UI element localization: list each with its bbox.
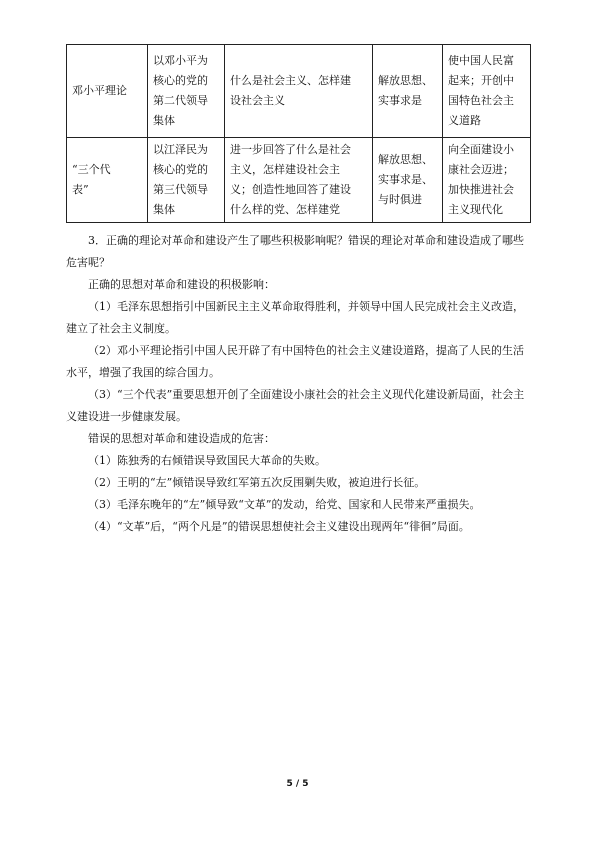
leaders-cell: 以江泽民为 核心的党的 第三代领导 集体 bbox=[148, 138, 225, 223]
list-item: （2）邓小平理论指引中国人民开辟了有中国特色的社会主义建设道路，提高了人民的生活水平，增强了我国的综合国力。 bbox=[66, 344, 524, 379]
list-item: （1）陈独秀的右倾错误导致国民大革命的失败。 bbox=[88, 454, 326, 467]
question-cell: 什么是社会主义、怎样建 设社会主义 bbox=[225, 45, 373, 138]
list-item: （4）“文革”后，“两个凡是”的错误思想使社会主义建设出现两年“徘徊”局面。 bbox=[88, 520, 470, 533]
theory-table bbox=[66, 44, 531, 223]
list-item: （3）毛泽东晚年的“左”倾导致“文革”的发动，给党、国家和人民带来严重损失。 bbox=[88, 498, 481, 511]
contribution-cell: 向全面建设小 康社会迈进； 加快推进社会 主义现代化 bbox=[443, 138, 531, 223]
table-row bbox=[67, 138, 531, 223]
page-number: 5 / 5 bbox=[286, 779, 309, 789]
theory-name-cell: 邓小平理论 bbox=[67, 45, 148, 138]
question-3: 3．正确的理论对革命和建设产生了哪些积极影响呢？错误的理论对革命和建设造成了哪些危害呢？ bbox=[66, 234, 524, 269]
table-row bbox=[67, 45, 531, 138]
list-item: （2）王明的“左”倾错误导致红军第五次反围剿失败，被迫进行长征。 bbox=[88, 476, 426, 489]
wrong-heading: 错误的思想对革命和建设造成的危害： bbox=[88, 432, 275, 445]
list-item: （3）“三个代表”重要思想开创了全面建设小康社会的社会主义现代化建设新局面，社会主义建设进一步健康发展。 bbox=[66, 388, 525, 423]
contribution-cell: 使中国人民富 起来；开创中 国特色社会主 义道路 bbox=[443, 45, 531, 138]
essence-cell: 解放思想、 实事求是、 与时俱进 bbox=[373, 138, 443, 223]
list-item: （1）毛泽东思想指引中国新民主主义革命取得胜利，并领导中国人民完成社会主义改造，建立了社会主义制度。 bbox=[66, 300, 524, 335]
theory-name-cell: “三个代 表” bbox=[67, 138, 148, 223]
question-cell: 进一步回答了什么是社会 主义，怎样建设社会主 义；创造性地回答了建设 什么样的党、怎样建党 bbox=[225, 138, 373, 223]
essence-cell: 解放思想、 实事求是 bbox=[373, 45, 443, 138]
leaders-cell: 以邓小平为 核心的党的 第二代领导 集体 bbox=[148, 45, 225, 138]
correct-heading: 正确的思想对革命和建设的积极影响： bbox=[88, 278, 275, 291]
